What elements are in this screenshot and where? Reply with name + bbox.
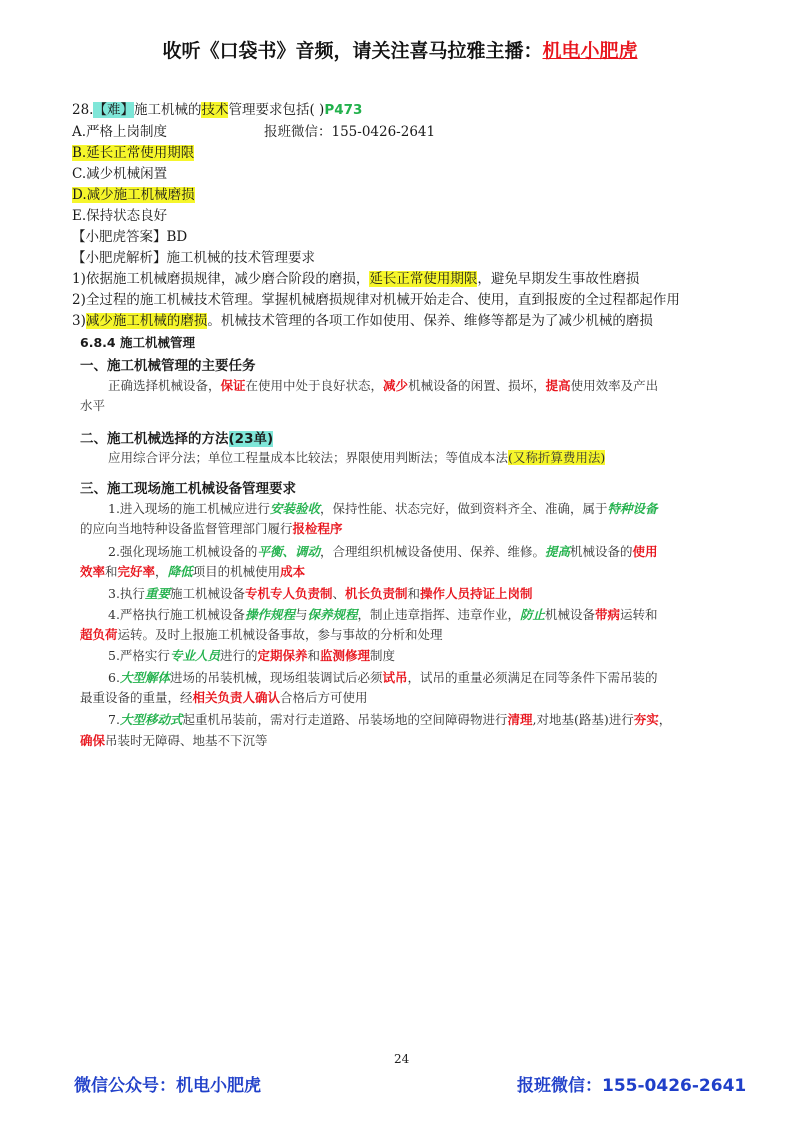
analysis-title: 【小肥虎解析】施工机械的技术管理要求 [72,250,315,266]
s3-item-7-cont: 确保吊装时无障碍、地基不下沉等 [80,733,268,748]
section-title: 6.8.4 施工机械管理 [80,335,195,350]
s3-item-6-cont: 最重设备的重量，经相关负责人确认合格后方可使用 [80,690,368,705]
option-a: A.严格上岗制度 [72,124,168,140]
s3-title: 三、施工现场施工机械设备管理要求 [80,481,296,497]
difficulty-badge: 【难】 [93,102,134,118]
page-header [0,36,800,63]
footer-wechat-account: 微信公众号：机电小肥虎 [74,1076,261,1096]
s3-item-2: 2.强化现场施工机械设备的平衡、调动，合理组织机械设备使用、保养、维修。提高机械设备的使用 [108,544,658,559]
s3-item-6: 6.大型解体进场的吊装机械，现场组装调试后必须试吊，试吊的重量必须满足在同等条件下需吊装的 [108,670,658,685]
s3-item-4-cont: 超负荷运转。及时上报施工机械设备事故，参与事故的分析和处理 [80,627,443,642]
header-host-name[interactable]: 机电小肥虎 [542,40,638,62]
s3-item-4: 4.严格执行施工机械设备操作规程与保养规程，制止违章指挥、违章作业，防止机械设备带病运转和 [108,607,658,622]
s1-line-2: 水平 [80,398,106,413]
option-d: D.减少施工机械磨损 [72,187,195,203]
analysis-line-1: 1)依据施工机械磨损规律，减少磨合阶段的磨损，延长正常使用期限，避免早期发生事故性磨损 [72,271,640,287]
s3-item-7: 7.大型移动式起重机吊装前，需对行走道路、吊装场地的空间障碍物进行清理,对地基(路基)进行夯实， [108,712,672,727]
option-c: C.减少机械闲置 [72,166,168,182]
s3-item-1-cont: 的应向当地特种设备监督管理部门履行报检程序 [80,521,343,536]
s1-title: 一、施工机械管理的主要任务 [80,358,256,374]
page-reference: P473 [324,102,363,118]
s3-item-3: 3.执行重要施工机械设备专机专人负责制、机长负责制和操作人员持证上岗制 [108,586,533,601]
option-b: B.延长正常使用期限 [72,145,195,161]
question-stem: 28.【难】施工机械的技术管理要求包括( )P473 [72,102,363,118]
option-e: E.保持状态良好 [72,208,168,224]
s2-title: 二、施工机械选择的方法(23单) [80,431,274,447]
s1-line-1: 正确选择机械设备，保证在使用中处于良好状态，减少机械设备的闲置、损坏，提高使用效率及产出 [108,378,659,393]
answer: 【小肥虎答案】BD [72,229,188,245]
s3-item-5: 5.严格实行专业人员进行的定期保养和监测修理制度 [108,648,396,663]
s3-item-2-cont: 效率和完好率，降低项目的机械使用成本 [80,564,306,579]
s2-line-1: 应用综合评分法；单位工程量成本比较法；界限使用判断法；等值成本法(又称折算费用法) [108,450,606,465]
header-prefix: 收听《口袋书》音频，请关注喜马拉雅主播： [162,40,543,62]
analysis-line-3: 3)减少施工机械的磨损。机械技术管理的各项工作如使用、保养、维修等都是为了减少机械的磨损 [72,313,653,329]
inline-contact: 报班微信：155-0426-2641 [264,124,436,140]
page-number: 24 [394,1052,410,1066]
s3-item-1: 1.进入现场的施工机械应进行安装验收，保持性能、状态完好，做到资料齐全、准确，属于特种设备 [108,501,658,516]
footer-signup-contact: 报班微信：155-0426-2641 [517,1076,747,1096]
analysis-line-2: 2)全过程的施工机械技术管理。掌握机械磨损规律对机械开始走合、使用，直到报废的全过程都起作用 [72,292,680,308]
